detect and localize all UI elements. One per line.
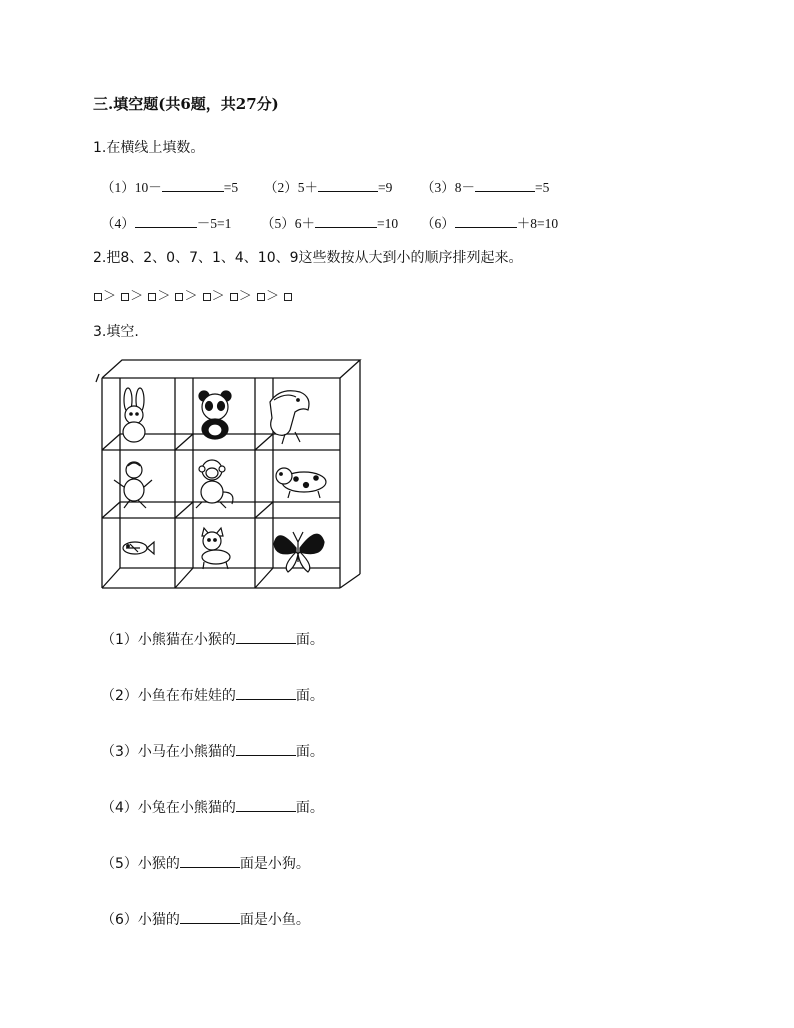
- answer-box[interactable]: [94, 293, 102, 301]
- answer-box[interactable]: [284, 293, 292, 301]
- answer-blank[interactable]: [135, 215, 197, 228]
- answer-box[interactable]: [257, 293, 265, 301]
- butterfly-icon: [274, 532, 324, 572]
- q1-prompt: 1.在横线上填数。: [93, 140, 205, 156]
- answer-blank[interactable]: [236, 631, 296, 644]
- dog-icon: [276, 468, 326, 498]
- answer-blank[interactable]: [236, 687, 296, 700]
- q3-item-6: （6）小猫的 面是小鱼。: [101, 912, 310, 928]
- q1-item-1: （1）10－ =5: [101, 180, 239, 195]
- answer-box[interactable]: [203, 293, 211, 301]
- q3-item-1: （1）小熊猫在小猴的 面。: [101, 632, 324, 648]
- section-title: 三.填空题(共6题，共27分): [93, 95, 279, 113]
- q2-prompt: 2.把8、2、0、7、1、4、10、9这些数按从大到小的顺序排列起来。: [93, 250, 523, 266]
- monkey-icon: [196, 460, 233, 508]
- cat-icon: [202, 528, 230, 569]
- rabbit-icon: [123, 388, 145, 442]
- answer-blank[interactable]: [236, 799, 296, 812]
- q1-item-2: （2）5＋ =9: [264, 180, 393, 195]
- panda-icon: [199, 391, 231, 439]
- q1-item-6: （6） ＋8=10: [421, 216, 559, 231]
- q3-prompt: 3.填空.: [93, 324, 139, 340]
- q1-item-4: （4） －5=1: [101, 216, 232, 231]
- q3-item-3: （3）小马在小熊猫的 面。: [101, 744, 324, 760]
- order-answer-row: ＞ ＞ ＞ ＞ ＞ ＞ ＞: [93, 285, 293, 304]
- answer-box[interactable]: [148, 293, 156, 301]
- answer-blank[interactable]: [318, 179, 378, 192]
- answer-box[interactable]: [121, 293, 129, 301]
- q1-item-5: （5）6＋ =10: [261, 216, 399, 231]
- answer-blank[interactable]: [455, 215, 517, 228]
- answer-blank[interactable]: [162, 179, 224, 192]
- answer-box[interactable]: [175, 293, 183, 301]
- answer-blank[interactable]: [236, 743, 296, 756]
- answer-box[interactable]: [230, 293, 238, 301]
- animal-shelf-figure: [90, 352, 370, 592]
- q1-item-3: （3）8－ =5: [421, 180, 550, 195]
- answer-blank[interactable]: [315, 215, 377, 228]
- q3-item-4: （4）小兔在小熊猫的 面。: [101, 800, 324, 816]
- answer-blank[interactable]: [180, 855, 240, 868]
- fish-icon: [123, 542, 154, 554]
- q3-item-5: （5）小猴的 面是小狗。: [101, 856, 310, 872]
- horse-icon: [270, 391, 309, 444]
- answer-blank[interactable]: [475, 179, 535, 192]
- answer-blank[interactable]: [180, 911, 240, 924]
- q3-item-2: （2）小鱼在布娃娃的 面。: [101, 688, 324, 704]
- shelf-top: [102, 360, 360, 378]
